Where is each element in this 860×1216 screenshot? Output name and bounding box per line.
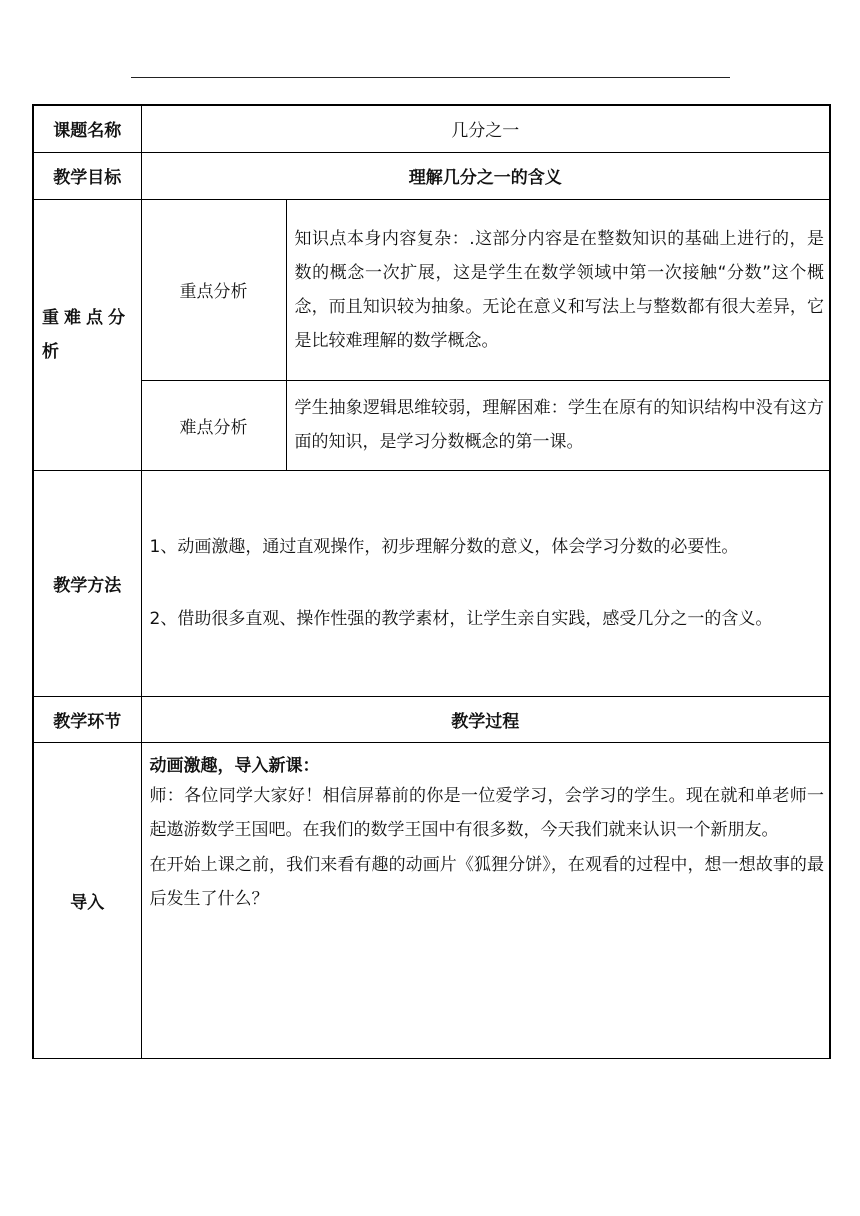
teaching-goal-label: 教学目标 bbox=[33, 152, 141, 199]
key-difficult-label: 重难点分析 bbox=[33, 199, 141, 470]
teaching-stage-label: 教学环节 bbox=[33, 696, 141, 742]
teaching-goal-value: 理解几分之一的含义 bbox=[141, 152, 830, 199]
teaching-method-content bbox=[141, 470, 830, 696]
row-difficult-point bbox=[33, 380, 830, 470]
intro-content bbox=[141, 742, 830, 1058]
row-teaching-method bbox=[33, 470, 830, 696]
row-teaching-goal bbox=[33, 152, 830, 199]
difficult-point-text: 学生抽象逻辑思维较弱，理解困难：学生在原有的知识结构中没有这方面的知识，是学习分数概念的第一课。 bbox=[286, 380, 830, 470]
row-lesson-title bbox=[33, 105, 830, 152]
teaching-method-label: 教学方法 bbox=[33, 470, 141, 696]
row-intro bbox=[33, 742, 830, 1058]
intro-label: 导入 bbox=[33, 742, 141, 1058]
lesson-title-label: 课题名称 bbox=[33, 105, 141, 152]
header-rule bbox=[131, 77, 730, 78]
lesson-plan-table bbox=[32, 104, 831, 1059]
intro-paragraph-2: 在开始上课之前，我们来看有趣的动画片《狐狸分饼》，在观看的过程中，想一想故事的最后发生了什么？ bbox=[149, 854, 824, 909]
key-point-label: 重点分析 bbox=[141, 199, 286, 380]
method-item-1: 1、动画激趣，通过直观操作，初步理解分数的意义，体会学习分数的必要性。 bbox=[149, 537, 739, 557]
teaching-process-label: 教学过程 bbox=[141, 696, 830, 742]
intro-heading: 动画激趣，导入新课： bbox=[149, 755, 320, 776]
row-process-header bbox=[33, 696, 830, 742]
intro-paragraph-1: 师：各位同学大家好！相信屏幕前的你是一位爱学习，会学习的学生。现在就和单老师一起遨游数学王国吧。在我们的数学王国中有很多数，今天我们就来认识一个新朋友。 bbox=[149, 785, 824, 840]
difficult-point-label: 难点分析 bbox=[141, 380, 286, 470]
method-spacer bbox=[150, 564, 825, 602]
row-key-point bbox=[33, 199, 830, 380]
method-item-2: 2、借助很多直观、操作性强的教学素材，让学生亲自实践，感受几分之一的含义。 bbox=[149, 609, 773, 629]
key-point-text: 知识点本身内容复杂：.这部分内容是在整数知识的基础上进行的，是数的概念一次扩展，这是学生在数学领域中第一次接触“分数”这个概念，而且知识较为抽象。无论在意义和写法上与整数都有很大差异，它是比较难理解的数学概念。 bbox=[286, 199, 830, 380]
lesson-title-value: 几分之一 bbox=[141, 105, 830, 152]
